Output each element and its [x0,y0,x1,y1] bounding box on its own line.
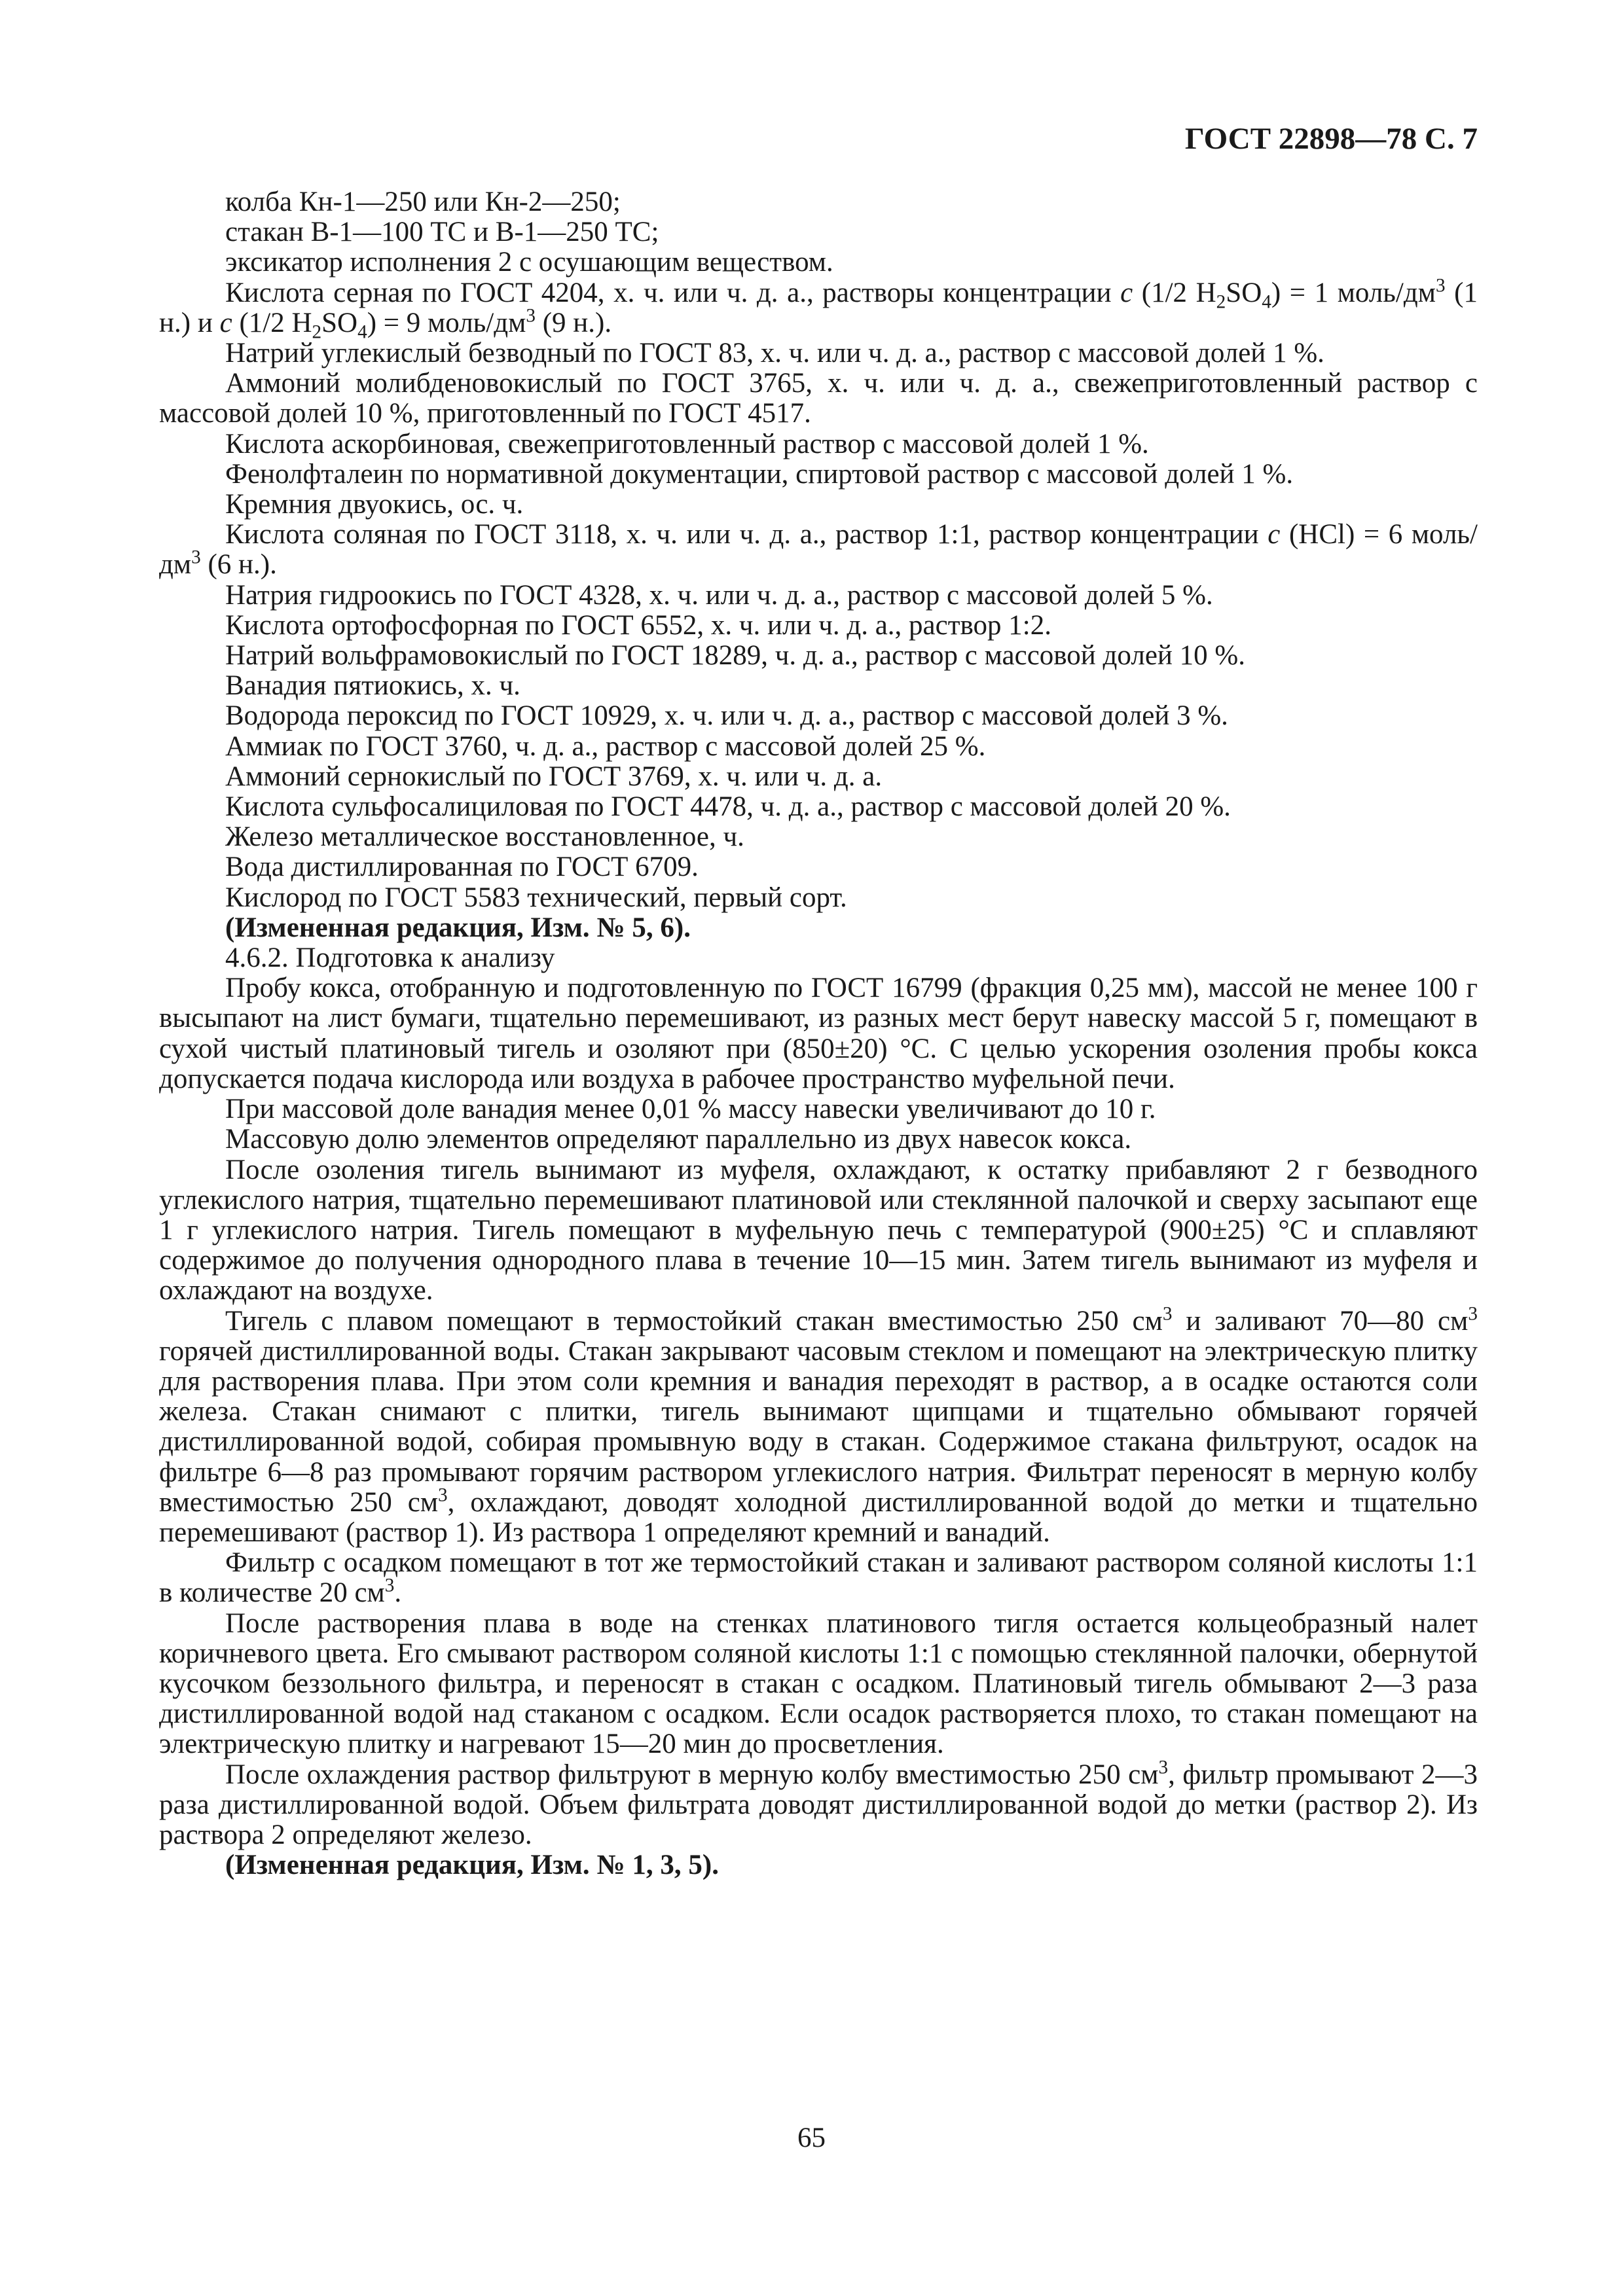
paragraph: Железо металлическое восстановленное, ч. [225,821,744,853]
paragraph: После охлаждения раствор фильтруют в мерную колбу вместимостью 250 $см^3$, фильтр промывают 2—3 раза дистиллированной водой. Объем фильтрата доводят дистиллированной водой до метки (раствор 2). Из раствора 2 определяют железо. [159,1757,1478,1850]
amendment-note: (Измененная редакция, Изм. № 5, 6). [225,912,691,943]
paragraph: Вода дистиллированная по ГОСТ 6709. [225,852,699,883]
amendment-note: (Измененная редакция, Изм. № 1, 3, 5). [225,1850,719,1881]
page-number: 65 [797,2123,826,2153]
paragraph: Кислород по ГОСТ 5583 технический, первый сорт. [225,882,847,913]
paragraph: Массовую долю элементов определяют параллельно из двух навесок кокса. [225,1124,1132,1155]
paragraph: Аммоний молибденовокислый по ГОСТ 3765, х. ч. или ч. д. а., свежеприготовленный раствор с массовой долей 10 %, приготовленный по ГОСТ 4517. [159,368,1478,429]
paragraph: Ванадия пятиокись, х. ч. [225,670,520,702]
paragraph: Водорода пероксид по ГОСТ 10929, х. ч. или ч. д. а., раствор с массовой долей 3 %. [225,700,1228,732]
paragraph: Аммоний сернокислый по ГОСТ 3769, х. ч. или ч. д. а. [225,761,883,792]
document-body [159,187,1478,1880]
paragraph: Кислота ортофосфорная по ГОСТ 6552, х. ч. или ч. д. а., раствор 1:2. [225,609,1051,641]
paragraph: При массовой доле ванадия менее 0,01 % массу навески увеличивают до 10 г. [225,1094,1156,1125]
paragraph: Натрия гидроокись по ГОСТ 4328, х. ч. или ч. д. а., раствор с массовой долей 5 %. [225,579,1213,611]
paragraph: эксикатор исполнения 2 с осушающим веществом. [225,247,833,278]
hydrochloric-acid-paragraph: Кислота соляная по ГОСТ 3118, х. ч. или ч. д. а., раствор 1:1, раствор концентрации c (HCl) = 6 моль/$дм^3$ (6 н.). [159,519,1478,581]
paragraph: После растворения плава в воде на стенках платинового тигля остается кольцеобразный налет коричневого цвета. Его смывают раствором соляной кислоты 1:1 с помощью стеклянной палочки, обернутой кусочком беззольного фильтра, и переносят в стакан с осадком. Платиновый тигель обмывают 2—3 раза дистиллированной водой над стаканом с осадком. Если осадок растворяется плохо, то стакан помещают на электрическую плитку и нагревают 15—20 мин до просветления. [159,1607,1478,1760]
paragraph: Кремния двуокись, ос. ч. [225,489,524,520]
paragraph: Натрий вольфрамовокислый по ГОСТ 18289, ч. д. а., раствор с массовой долей 10 %. [225,640,1245,672]
running-header: ГОСТ 22898—78 С. 7 [1184,122,1478,156]
paragraph: Кислота сульфосалициловая по ГОСТ 4478, ч. д. а., раствор с массовой долей 20 %. [225,791,1231,823]
paragraph: Тигель с плавом помещают в термостойкий стакан вместимостью 250 $см^3$ и заливают 70—80 $см^3$ горячей дистиллированной воды. Стакан закрывают часовым стеклом и помещают на электрическую плитку для растворения плава. При этом соли кремния и ванадия переходят в раствор, а в осадке остаются соли железа. Стакан снимают с плитки, тигель вынимают щипцами и тщательно обмывают горячей дистиллированной водой, собирая промывную воду в стакан. Содержимое стакана фильтруют, осадок на фильтре 6—8 раз промывают горячим раствором углекислого натрия. Фильтрат переносят в мерную колбу вместимостью 250 $см^3$, охлаждают, доводят холодной дистиллированной водой до метки и тщательно перемешивают (раствор 1). Из раствора 1 определяют кремний и ванадий. [159,1303,1478,1548]
paragraph: Фенолфталеин по нормативной документации, спиртовой раствор с массовой долей 1 %. [225,458,1294,490]
paragraph: Аммиак по ГОСТ 3760, ч. д. а., раствор с массовой долей 25 %. [225,730,986,762]
paragraph: Натрий углекислый безводный по ГОСТ 83, х. ч. или ч. д. а., раствор с массовой долей 1 %. [225,338,1324,369]
paragraph: После озоления тигель вынимают из муфеля, охлаждают, к остатку прибавляют 2 г безводного углекислого натрия, тщательно перемешивают платиновой или стеклянной палочкой и сверху засыпают еще 1 г углекислого натрия. Тигель помещают в муфельную печь с температурой (900±25) °С и сплавляют содержимое до получения однородного плава в течение 10—15 мин. Затем тигель вынимают из муфеля и охлаждают на воздухе. [159,1154,1478,1306]
paragraph: стакан В-1—100 ТС и В-1—250 ТС; [225,217,659,248]
paragraph: Пробу кокса, отобранную и подготовленную по ГОСТ 16799 (фракция 0,25 мм), массой не менее 100 г высыпают на лист бумаги, тщательно перемешивают, из разных мест берут навеску массой 5 г, помещают в сухой чистый платиновый тигель и озоляют при (850±20) °С. С целью ускорения озоления пробы кокса допускается подача кислорода или воздуха в рабочее пространство муфельной печи. [159,973,1478,1094]
paragraph: Кислота аскорбиновая, свежеприготовленный раствор с массовой долей 1 %. [225,428,1149,459]
section-heading: 4.6.2. Подготовка к анализу [225,942,555,974]
paragraph: колба Кн-1—250 или Кн-2—250; [225,187,621,217]
sulfuric-acid-paragraph: Кислота серная по ГОСТ 4204, х. ч. или ч. д. а., растворы концентрации c (1/2 $H_2SO_4) = 1$ моль/$дм^3$ (1 н.) и c (1/2 $H_2SO_4) = 9$ моль/$дм^3$ (9 н.). [159,275,1478,343]
paragraph: Фильтр с осадком помещают в тот же термостойкий стакан и заливают раствором соляной кислоты 1:1 в количестве 20 $см^3$. [159,1547,1478,1609]
